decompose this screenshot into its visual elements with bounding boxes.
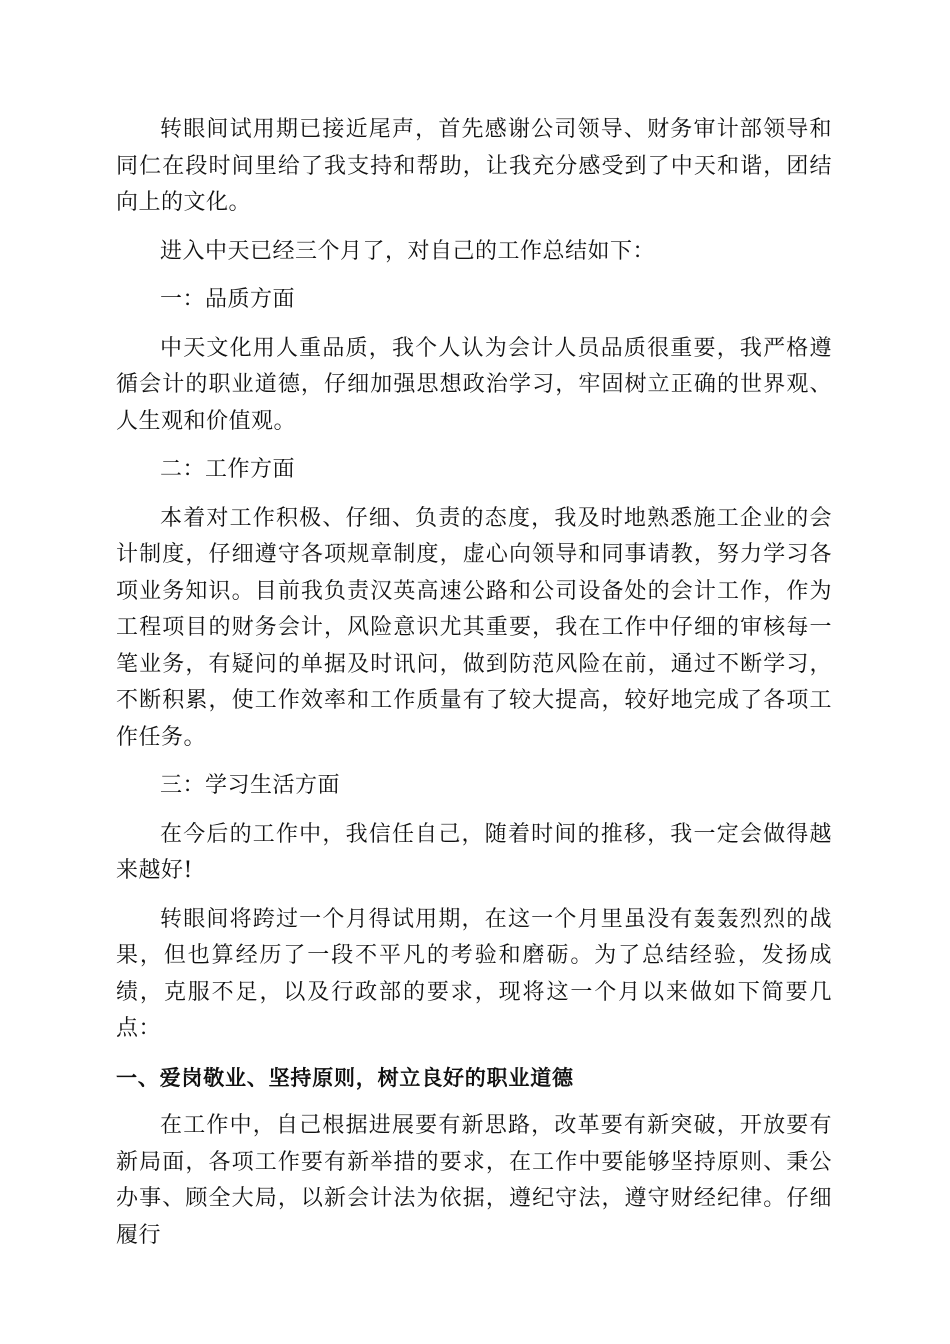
paragraph-intro: 转眼间试用期已接近尾声，首先感谢公司领导、财务审计部领导和同仁在段时间里给了我支持和帮助，让我充分感受到了中天和谐，团结向上的文化。 — [116, 117, 832, 215]
paragraph-summary-lead: 进入中天已经三个月了，对自己的工作总结如下： — [160, 238, 656, 264]
section-work-heading: 二：工作方面 — [160, 457, 296, 482]
section-quality-heading: 一：品质方面 — [160, 287, 296, 312]
paragraph-probation: 转眼间将跨过一个月得试用期，在这一个月里虽没有轰轰烈烈的战果，但也算经历了一段不平凡的考验和磨砺。为了总结经验，发扬成绩，克服不足，以及行政部的要求，现将这一个月以来做如下简要几点： — [116, 906, 832, 1041]
paragraph-work: 本着对工作积极、仔细、负责的态度，我及时地熟悉施工企业的会计制度，仔细遵守各项规章制度，虚心向领导和同事请教，努力学习各项业务知识。目前我负责汉英高速公路和公司设备处的会计工作，作为工程项目的财务会计，风险意识尤其重要，我在工作中仔细的审核每一笔业务，有疑问的单据及时讯问，做到防范风险在前，通过不断学习，不断积累，使工作效率和工作质量有了较大提高，较好地完成了各项工作任务。 — [116, 505, 832, 750]
paragraph-quality: 中天文化用人重品质，我个人认为会计人员品质很重要，我严格遵循会计的职业道德，仔细加强思想政治学习，牢固树立正确的世界观、人生观和价值观。 — [116, 335, 832, 434]
paragraph-ethics: 在工作中，自己根据进展要有新思路，改革要有新突破，开放要有新局面，各项工作要有新举措的要求，在工作中要能够坚持原则、秉公办事、顾全大局，以新会计法为依据，遵纪守法，遵守财经纪律。仔细履行 — [116, 1113, 832, 1248]
paragraph-outlook: 在今后的工作中，我信任自己，随着时间的推移，我一定会做得越来越好! — [116, 821, 832, 883]
document-body — [116, 112, 832, 1254]
section-ethics-heading: 一、爱岗敬业、坚持原则，树立良好的职业道德 — [116, 1065, 574, 1090]
section-study-heading: 三：学习生活方面 — [160, 773, 341, 798]
